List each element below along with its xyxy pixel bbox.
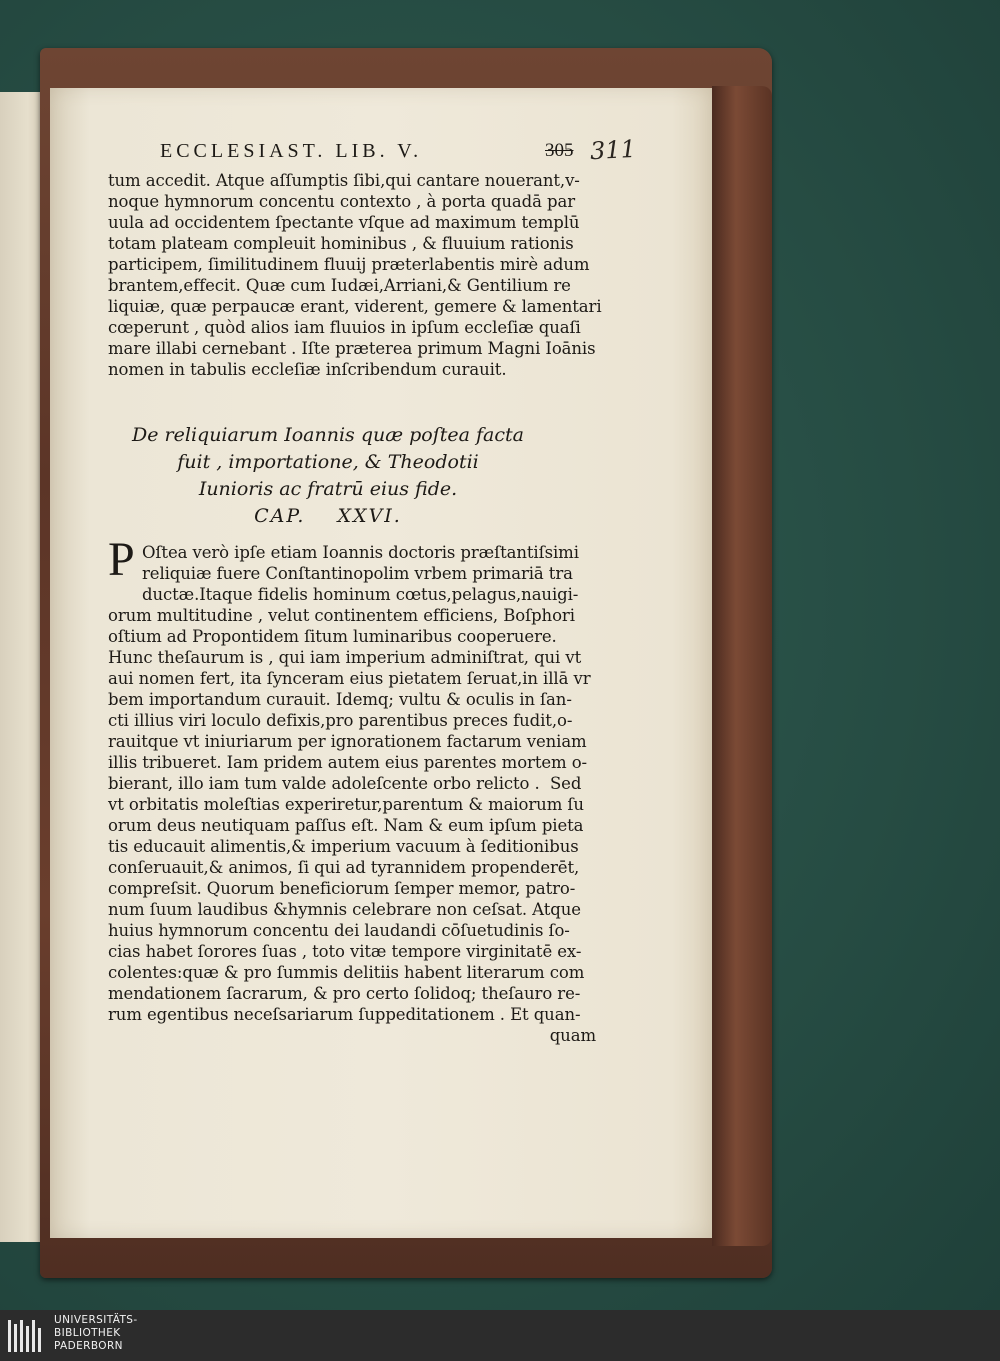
text-line: brantem,effecit. Quӕ cum Iudӕi,Arriani,& Gentilium re	[108, 276, 571, 295]
text-line: totam plateam compleuit hominibus , & fluuium rationis	[108, 234, 574, 253]
text-line: reliquiӕ fuere Conſtantinopolim vrbem primariā tra	[142, 564, 573, 583]
text-line: huius hymnorum concentu dei laudandi cōſuetudinis ſo-	[108, 921, 570, 940]
chapter-number: CAP. XXVI.	[254, 505, 402, 527]
logo-line: BIBLIOTHEK	[54, 1327, 121, 1339]
logo-line: PADERBORN	[54, 1340, 123, 1352]
text-line: liquiӕ, quӕ perpaucӕ erant, viderent, gemere & lamentari	[108, 297, 602, 316]
text-line: rauitque vt iniuriarum per ignorationem factarum veniam	[108, 732, 587, 751]
text-line: cti illius viri loculo defixis,pro parentibus preces fudit,o-	[108, 711, 573, 730]
text-line: uula ad occidentem ſpectante vſque ad maximum templū	[108, 213, 580, 232]
text-line: tum accedit. Atque aſſumptis ſibi,qui cantare nouerant,v-	[108, 171, 580, 190]
text-line: Hunc theſaurum is , qui iam imperium adminiſtrat, qui vt	[108, 648, 582, 667]
text-line: orum multitudine , velut continentem efficiens, Boſphori	[108, 606, 575, 625]
text-line: bierant, illo iam tum valde adoleſcente orbo relicto . Sed	[108, 774, 582, 793]
text-line: bem importandum curauit. Idemq; vultu & oculis in ſan-	[108, 690, 572, 709]
footer-bar	[0, 1310, 1000, 1361]
text-line: compreſsit. Quorum beneficiorum ſemper memor, patro-	[108, 879, 576, 898]
printed-page-number: 305	[545, 140, 574, 161]
text-line: Oſtea verò ipſe etiam Ioannis doctoris prӕſtantiſsimi	[142, 543, 579, 562]
running-head: ECCLESIAST. LIB. V.	[160, 140, 423, 162]
text-line: orum deus neutiquam paſſus eſt. Nam & eum ipſum pieta	[108, 816, 584, 835]
drop-cap-initial: P	[108, 533, 135, 586]
binding-fore-edge	[712, 86, 772, 1246]
logo-line: UNIVERSITÄTS-	[54, 1314, 138, 1326]
text-line: ductӕ.Itaque fidelis hominum cœtus,pelagus,nauigi-	[142, 585, 579, 604]
text-line: tis educauit alimentis,& imperium vacuum à ſeditionibus	[108, 837, 579, 856]
text-line: oſtium ad Propontidem ſitum luminaribus cooperuere.	[108, 627, 557, 646]
text-line: participem, ſimilitudinem fluuij prӕterlabentis mirè adum	[108, 255, 590, 274]
text-line: noque hymnorum concentu contexto , à porta quadā par	[108, 192, 575, 211]
text-line: cias habet ſorores ſuas , toto vitӕ tempore virginitatē ex-	[108, 942, 582, 961]
chapter-heading-line: fuit , importatione, & Theodotii	[177, 451, 479, 473]
text-line: conſeruauit,& animos, ſi qui ad tyrannidem propenderēt,	[108, 858, 580, 877]
text-line: num ſuum laudibus &hymnis celebrare non ceſsat. Atque	[108, 900, 581, 919]
catchword: quam	[549, 1026, 596, 1045]
chapter-heading-line: De reliquiarum Ioannis quæ poſtea facta	[132, 424, 524, 446]
text-line: mare illabi cernebant . Iſte prӕterea primum Magni Ioānis	[108, 339, 596, 358]
text-line: aui nomen fert, ita ſynceram eius pietatem ſeruat,in illā vr	[108, 669, 591, 688]
text-line: vt orbitatis moleſtias experiretur,parentum & maiorum ſu	[108, 795, 584, 814]
text-line: rum egentibus neceſsariarum ſuppeditationem . Et quan-	[108, 1005, 581, 1024]
text-line: illis tribueret. Iam pridem autem eius parentes mortem o-	[108, 753, 588, 772]
handwritten-page-number: 311	[589, 134, 637, 166]
library-logo-text	[54, 1314, 138, 1353]
library-columns-icon	[6, 1316, 46, 1356]
text-line: nomen in tabulis eccleſiӕ inſcribendum curauit.	[108, 360, 507, 379]
text-line: colentes:quӕ & pro ſummis delitiis habent literarum com	[108, 963, 585, 982]
text-line: mendationem ſacrarum, & pro certo ſolidoq; theſauro re-	[108, 984, 581, 1003]
text-line: cœperunt , quòd alios iam fluuios in ipſum eccleſiӕ quaſi	[108, 318, 581, 337]
chapter-heading-line: Iunioris ac fratrū eius fide.	[198, 478, 458, 500]
